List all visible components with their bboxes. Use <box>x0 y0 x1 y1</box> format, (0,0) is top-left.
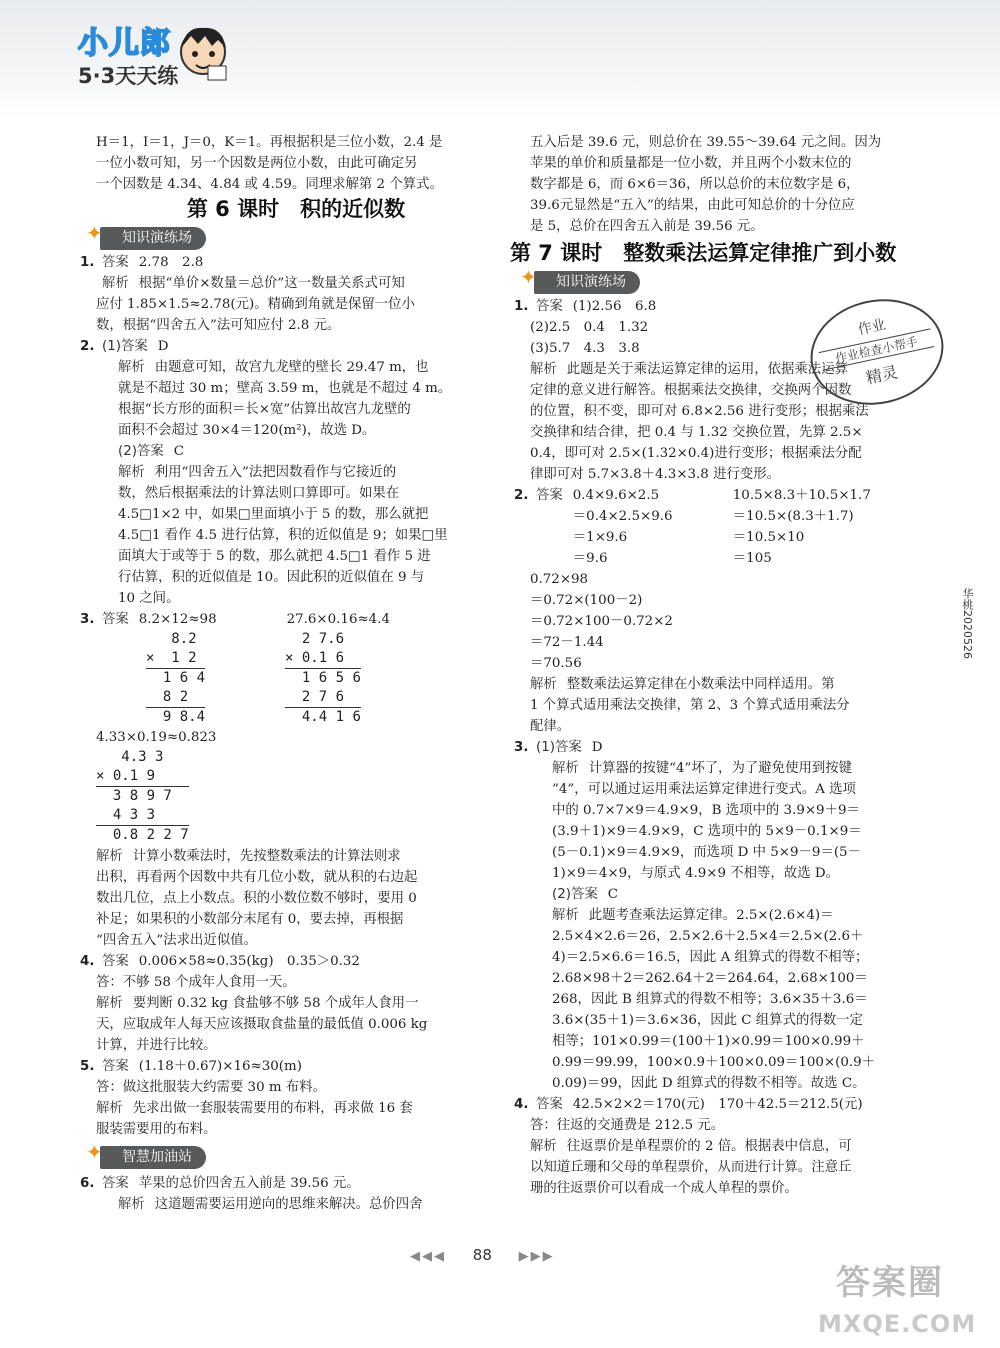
section-tag <box>86 221 206 250</box>
equation: ＝70.56 <box>530 656 582 671</box>
text-line: 应付 1.85×1.5≈2.78(元)。精确到角就是保留一位小 <box>96 297 415 312</box>
text-line: 出积，再看两个因数中共有几位小数，就从积的右边起 <box>96 870 418 885</box>
analysis-label: 解析 <box>96 1101 123 1116</box>
side-code: 华桃2020526 <box>961 588 974 659</box>
next-arrows-icon: ▶▶▶ <box>518 1249 555 1264</box>
lesson-title: 第 6 课时 积的近似数 <box>186 197 406 221</box>
equation: ＝105 <box>732 551 772 566</box>
text-line: 4.5□1 看作 4.5 进行估算，积的近似值是 9；如果□里 <box>118 528 448 543</box>
text-line: 补足；如果积的小数部分末尾有 0，要去掉，再根据 <box>96 912 404 927</box>
answer-label: (2)答案 <box>552 887 598 902</box>
equation: ＝0.72×100－0.72×2 <box>530 614 673 629</box>
text-line: 数出几位，点上小数点。积的小数位数不够时，要用 0 <box>96 891 417 906</box>
analysis-label: 解析 <box>118 465 145 480</box>
text-line: 定律的意义进行解答。根据乘法交换律，交换两个因数 <box>530 383 852 398</box>
answer-label: (1)答案 <box>536 740 582 755</box>
text-line: 相等；101×0.99＝(100＋1)×0.99＝100×0.99＋ <box>552 1034 865 1049</box>
equation: 0.4×9.6×2.5 <box>572 488 660 503</box>
text-line: “四舍五入”法求出近似值。 <box>96 933 257 948</box>
text-line: 计算，并进行比较。 <box>96 1038 217 1053</box>
text-line: 此题是关于乘法运算定律的运用，依据乘法运算 <box>566 362 848 377</box>
answer-label: 答案 <box>536 299 563 314</box>
answer-text: 0.006×58≈0.35(kg) 0.35＞0.32 <box>138 954 360 969</box>
equation: ＝1×9.6 <box>572 530 628 545</box>
text-line: 利用“四舍五入”法把因数看作与它接近的 <box>154 465 397 480</box>
analysis-label: 解析 <box>118 360 145 375</box>
answer-label: 答案 <box>102 954 129 969</box>
prev-arrows-icon: ◀◀◀ <box>410 1249 446 1264</box>
section-tag <box>86 1140 206 1169</box>
text-line: 这道题需要运用逆向的思维来解决。总价四舍 <box>154 1197 423 1212</box>
equation: 0.72×98 <box>530 572 589 587</box>
text-line: 就是不超过 30 m；壁高 3.59 m，也就是不超过 4 m。 <box>118 381 452 396</box>
equation: 4.33×0.19≈0.823 <box>96 730 217 745</box>
logo-subtitle: 5·3天天练 <box>78 64 179 88</box>
section-tag-label: 知识演练场 <box>556 274 626 290</box>
answer-label: (1)答案 <box>102 339 148 354</box>
text-line: 行估算，积的近似值是 10。因此积的近似值在 9 与 <box>118 570 425 585</box>
analysis-label: 解析 <box>96 849 123 864</box>
question-number: 3. <box>514 740 529 755</box>
watermark-url: MXQE.COM <box>818 1310 977 1338</box>
question-number: 3. <box>80 612 95 627</box>
question-number: 2. <box>80 339 95 354</box>
answer-label: 答案 <box>102 255 129 270</box>
mascot-icon <box>172 22 234 84</box>
text-line: 以知道丘珊和父母的单程票价，从而进行计算。注意丘 <box>530 1160 852 1175</box>
section-tag-label: 知识演练场 <box>122 230 192 246</box>
equation: ＝10.5×(8.3＋1.7) <box>732 509 854 524</box>
text-line: 数，然后根据乘法的计算法则口算即可。如果在 <box>118 486 400 501</box>
text-line: 数，根据“四舍五入”法可知应付 2.8 元。 <box>96 318 341 333</box>
equation: ＝10.5×10 <box>732 530 805 545</box>
equation: ＝0.72×(100－2) <box>530 593 643 608</box>
text-line: 先求出做一套服装需要用的布料，再求做 16 套 <box>132 1101 413 1116</box>
text-line: H＝1，I＝1，J＝0，K＝1。再根据积是三位小数，2.4 是 <box>96 135 443 150</box>
equation: ＝9.6 <box>572 551 608 566</box>
calc-block <box>733 485 871 569</box>
text-line: 1)×9＝4×9，与原式 4.9×9 不相等，故选 D。 <box>552 866 839 881</box>
text-line: 天，应取成年人每天应该摄取食盐量的最低值 0.006 kg <box>96 1017 428 1032</box>
sparkle-icon: ✦ <box>86 221 103 245</box>
text-line: 往返票价是单程票价的 2 倍。根据表中信息，可 <box>566 1139 852 1154</box>
page-footer <box>410 1246 555 1264</box>
question-number: 1. <box>514 299 529 314</box>
calc-block <box>573 485 733 569</box>
text-line: 2.68×98＋2＝262.64＋2＝264.64，2.68×100＝ <box>552 971 868 986</box>
answer-text: 答：做这批服装大约需要 30 m 布料。 <box>96 1080 326 1095</box>
stamp-text: 作业检查小帮手 <box>819 328 934 370</box>
text-line: 计算器的按键“4”坏了，为了避免使用到按键 <box>588 761 853 776</box>
question-number: 1. <box>80 255 95 270</box>
right-column <box>510 132 920 1199</box>
analysis-label: 解析 <box>102 276 129 291</box>
equation: ＝0.4×2.5×9.6 <box>572 509 673 524</box>
analysis-label: 解析 <box>96 996 123 1011</box>
text-line: 2.5×4×2.6＝26，2.5×2.6＋2.5×4＝2.5×(2.6＋ <box>552 929 864 944</box>
analysis-label: 解析 <box>552 908 579 923</box>
logo-title: 小儿郎 <box>78 26 171 61</box>
sparkle-icon: ✦ <box>520 265 537 289</box>
question-number: 4. <box>514 1097 529 1112</box>
text-line: 律即可对 5.7×3.8＋4.3×3.8 进行变形。 <box>530 467 781 482</box>
answer-text: (1)2.56 6.8 <box>572 299 657 314</box>
text-line: 3.6×(35＋1)＝3.6×36，因此 C 组算式的得数一定 <box>552 1013 863 1028</box>
text-line: 根据“长方形的面积＝长×宽”估算出故宫九龙壁的 <box>118 402 411 417</box>
sparkle-icon: ✦ <box>86 1140 103 1164</box>
lesson-title: 第 7 课时 整数乘法运算定律推广到小数 <box>510 241 897 265</box>
text-line: 一位小数可知，另一个因数是两位小数，由此可确定另 <box>96 156 418 171</box>
text-line: 整数乘法运算定律在小数乘法中同样适用。第 <box>566 677 835 692</box>
answer-text: C <box>173 444 184 459</box>
answer-label: 答案 <box>102 1176 129 1191</box>
answer-text: (2)2.5 0.4 1.32 <box>530 320 649 335</box>
text-line: (5－0.1)×9＝4.9×9，而选项 D 中 5×9－9＝(5－ <box>552 845 861 860</box>
vertical-calc: 2 7.6 × 0.1 6 1 6 5 6 2 7 6 4.4 1 6 <box>285 631 361 725</box>
text-line: 39.6元显然是“五入”的结果，由此可知总价的十分位应 <box>530 198 855 213</box>
text-line: 珊的往返票价可以看成一个成人单程的票价。 <box>530 1181 798 1196</box>
text-line: 268，因此 B 组算式的得数不相等；3.6×35＋3.6＝ <box>552 992 868 1007</box>
text-line: 10 之间。 <box>118 591 180 606</box>
question-number: 4. <box>80 954 95 969</box>
analysis-label: 解析 <box>530 1139 557 1154</box>
text-line: 0.99＝99.99，100×0.9＋100×0.09＝100×(0.9＋ <box>552 1055 876 1070</box>
brand-logo <box>78 18 178 90</box>
text-line: 面积不会超过 30×4＝120(m²)，故选 D。 <box>118 423 376 438</box>
answer-label: 答案 <box>536 488 563 503</box>
equation: 8.2×12≈98 <box>138 612 217 627</box>
answer-text: 苹果的总价四舍五入前是 39.56 元。 <box>138 1176 360 1191</box>
text-line: 面填大于或等于 5 的数，那么就把 4.5□1 看作 5 进 <box>118 549 431 564</box>
vertical-calc: 4.3 3 × 0.1 9 3 8 9 7 4 3 3 0.8 2 2 7 <box>96 749 189 843</box>
question-number: 5. <box>80 1059 95 1074</box>
analysis-label: 解析 <box>118 1197 145 1212</box>
answer-text: D <box>157 339 169 354</box>
text-line: 0.4，即可对 2.5×(1.32×0.4)进行变形；根据乘法分配 <box>530 446 862 461</box>
page-number: 88 <box>472 1246 492 1264</box>
text-line: 苹果的单价和质量都是一位小数，并且两个小数末位的 <box>530 156 852 171</box>
answer-text: 答：往返的交通费是 212.5 元。 <box>530 1118 725 1133</box>
equation: 27.6×0.16≈4.4 <box>286 612 390 627</box>
answer-label: 答案 <box>102 1059 129 1074</box>
text-line: “4”，可以通过运用乘法运算定律进行变式。A 选项 <box>552 782 856 797</box>
section-tag-label: 智慧加油站 <box>122 1149 192 1165</box>
section-tag <box>520 265 640 294</box>
text-line: 4.5□1×2 中，如果□里面填小于 5 的数，那么就把 <box>118 507 429 522</box>
text-line: 此题考查乘法运算定律。2.5×(2.6×4)＝ <box>588 908 834 923</box>
equation: 10.5×8.3＋10.5×1.7 <box>732 488 871 503</box>
text-line: 交换律和结合律，把 0.4 与 1.32 交换位置，先算 2.5× <box>530 425 863 440</box>
text-line: 由题意可知，故宫九龙壁的壁长 29.47 m，也 <box>154 360 429 375</box>
left-column <box>80 132 496 1215</box>
analysis-label: 解析 <box>530 677 557 692</box>
text-line: 1 个算式适用乘法交换律，第 2、3 个算式适用乘法分 <box>530 698 850 713</box>
answer-label: 答案 <box>102 612 129 627</box>
text-line: 数字都是 6，而 6×6＝36，所以总价的末位数字是 6， <box>530 177 860 192</box>
vertical-calc: 8.2 × 1 2 1 6 4 8 2 9 8.4 <box>146 631 206 725</box>
answer-text: D <box>591 740 603 755</box>
text-line: 根据“单价×数量＝总价”这一数量关系式可知 <box>138 276 405 291</box>
text-line: 要判断 0.32 kg 食盐够不够 58 个成年人食用一 <box>132 996 419 1011</box>
answer-label: (2)答案 <box>118 444 164 459</box>
analysis-label: 解析 <box>552 761 579 776</box>
text-line: 服装需要用的布料。 <box>96 1122 217 1137</box>
text-line: 0.09)＝99，因此 D 组算式的得数不相等。故选 C。 <box>552 1076 866 1091</box>
answer-text: 42.5×2×2＝170(元) 170＋42.5＝212.5(元) <box>572 1097 863 1112</box>
stamp-text: 精灵 <box>864 362 900 388</box>
text-line: 的位置，积不变，即可对 6.8×2.56 进行变形；根据乘法 <box>530 404 869 419</box>
answer-label: 答案 <box>536 1097 563 1112</box>
answer-text: 答：不够 58 个成年人食用一天。 <box>96 975 296 990</box>
stamp-text: 作业 <box>856 316 888 339</box>
answer-text: 2.78 2.8 <box>138 255 204 270</box>
text-line: 配律。 <box>530 719 571 734</box>
equation: ＝72－1.44 <box>530 635 604 650</box>
text-line: 计算小数乘法时，先按整数乘法的计算法则求 <box>132 849 401 864</box>
text-line: 一个因数是 4.34、4.84 或 4.59。同理求解第 2 个算式。 <box>96 177 443 192</box>
answer-text: C <box>607 887 618 902</box>
text-line: 五入后是 39.6 元，则总价在 39.55～39.64 元之间。因为 <box>530 135 882 150</box>
watermark-logo: 答案圈 <box>836 1263 944 1303</box>
question-number: 2. <box>514 488 529 503</box>
analysis-label: 解析 <box>530 362 557 377</box>
question-number: 6. <box>80 1176 95 1191</box>
text-line: 4)＝2.5×6.6＝16.5，因此 A 组算式的得数不相等； <box>552 950 869 965</box>
text-line: 中的 0.7×7×9＝4.9×9，B 选项中的 3.9×9＋9＝ <box>552 803 860 818</box>
answer-text: (3)5.7 4.3 3.8 <box>530 341 640 356</box>
text-line: 是 5，总价在四舍五入前是 39.56 元。 <box>530 219 764 234</box>
answer-text: (1.18＋0.67)×16≈30(m) <box>138 1059 302 1074</box>
text-line: (3.9＋1)×9＝4.9×9，C 选项中的 5×9－0.1×9＝ <box>552 824 862 839</box>
